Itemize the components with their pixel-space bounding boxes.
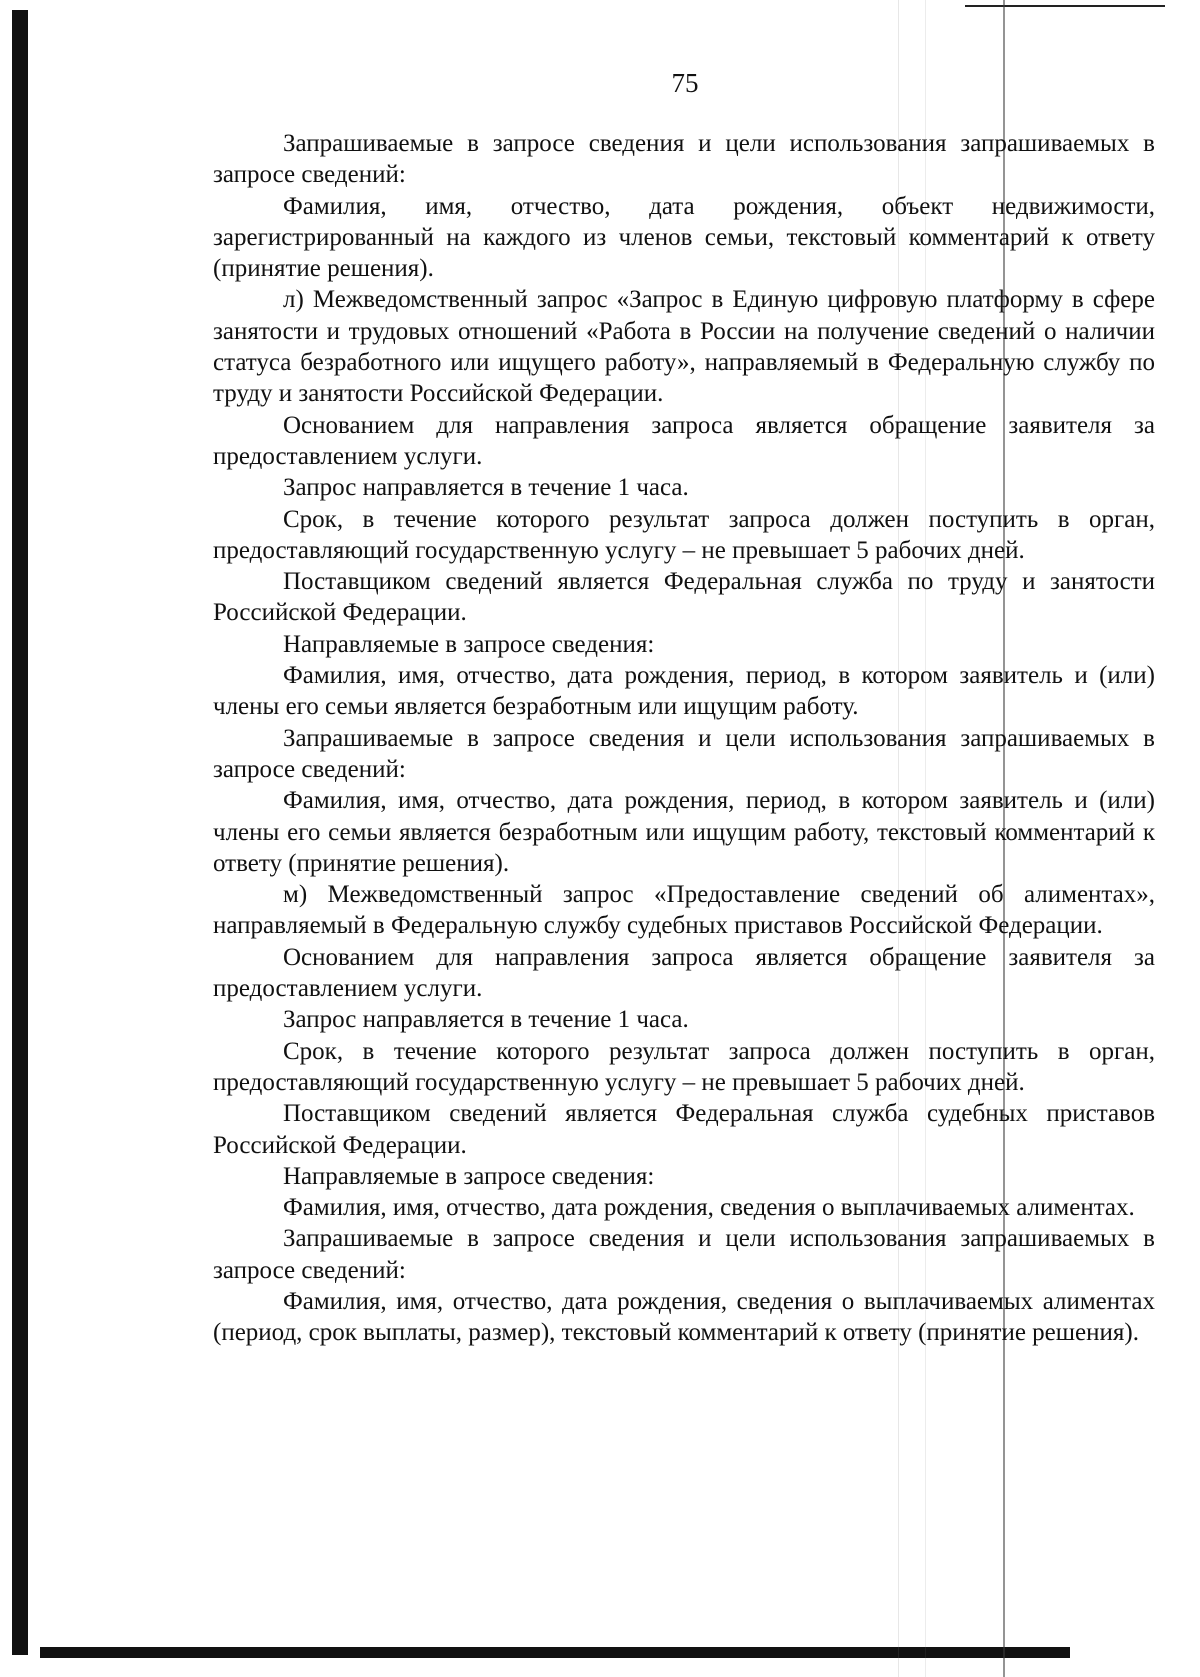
paragraph: Запрос направляется в течение 1 часа. <box>283 1006 689 1034</box>
paragraph: Основанием для направления запроса является обращение заявителя за предоставлением услуги. <box>213 411 1155 470</box>
paragraph: Фамилия, имя, отчество, дата рождения, объект недвижимости, зарегистрированный на каждого из членов семьи, текстовый комментарий к ответу (принятие решения). <box>213 192 1155 283</box>
paragraph: Поставщиком сведений является Федеральная служба судебных приставов Российской Федерации. <box>213 1100 1155 1159</box>
paragraph: Направляемые в запросе сведения: <box>283 630 655 658</box>
paragraph: Основанием для направления запроса является обращение заявителя за предоставлением услуги. <box>213 943 1155 1003</box>
page-number: 75 <box>671 68 699 98</box>
paragraph: Запрашиваемые в запросе сведения и цели использования запрашиваемых в запросе сведений: <box>213 1225 1155 1284</box>
paragraph: Запрос направляется в течение 1 часа. <box>283 474 689 502</box>
paragraph: Запрашиваемые в запросе сведения и цели использования запрашиваемых в запросе сведений: <box>213 130 1155 189</box>
paragraph: Фамилия, имя, отчество, дата рождения, период, в котором заявитель и (или) члены его семьи является безработным или ищущим работу. <box>213 662 1155 721</box>
paragraph: Срок, в течение которого результат запроса должен поступить в орган, предоставляющий государственную услугу – не превышает 5 рабочих дней. <box>213 1037 1155 1096</box>
paragraph: Направляемые в запросе сведения: <box>283 1162 655 1190</box>
scan-edge-bottom <box>40 1647 1070 1658</box>
scan-edge-top <box>965 5 1165 7</box>
scan-edge-left <box>12 10 28 1655</box>
paragraph: Поставщиком сведений является Федеральная служба по труду и занятости Российской Федерации. <box>213 568 1155 627</box>
paragraph: л) Межведомственный запрос «Запрос в Единую цифровую платформу в сфере занятости и трудовых отношений «Работа в России на получение сведений о наличии статуса безработного или ищущего работу», направляемый в Федеральную службу по труду и занятости Российской Федерации. <box>213 286 1155 408</box>
paragraph: м) Межведомственный запрос «Предоставление сведений об алиментах», направляемый в Федеральную службу судебных приставов Российской Федерации. <box>213 881 1155 940</box>
paragraph: Фамилия, имя, отчество, дата рождения, сведения о выплачиваемых алиментах. <box>283 1194 1135 1222</box>
paragraph: Фамилия, имя, отчество, дата рождения, сведения о выплачиваемых алиментах (период, срок выплаты, размер), текстовый комментарий к ответу (принятие решения). <box>213 1287 1155 1347</box>
document-body <box>213 128 1155 1349</box>
paragraph: Запрашиваемые в запросе сведения и цели использования запрашиваемых в запросе сведений: <box>213 724 1155 783</box>
paragraph: Фамилия, имя, отчество, дата рождения, период, в котором заявитель и (или) члены его семьи является безработным или ищущим работу, текстовый комментарий к ответу (принятие решения). <box>213 787 1155 877</box>
paragraph: Срок, в течение которого результат запроса должен поступить в орган, предоставляющий государственную услугу – не превышает 5 рабочих дней. <box>213 505 1155 564</box>
